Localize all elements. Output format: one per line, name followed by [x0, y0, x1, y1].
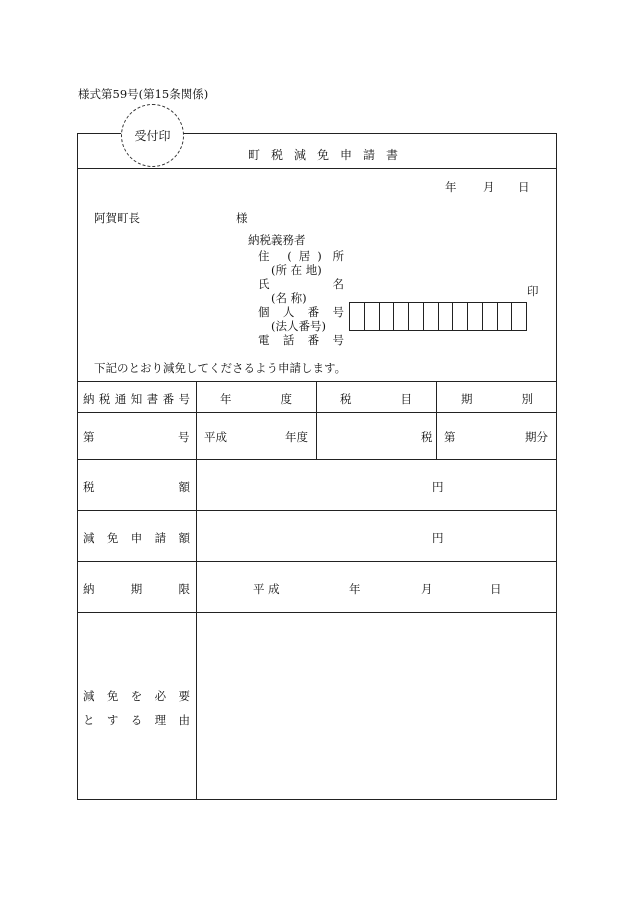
table-top-rule — [77, 381, 557, 382]
reason-label-line2: と す る 理 由 — [83, 713, 190, 727]
label-column-rule — [196, 381, 197, 800]
year-column-rule — [316, 381, 317, 459]
reduction-row-rule — [77, 561, 557, 562]
header-notice-number: 納 税 通 知 書 番 号 — [83, 392, 190, 406]
name-sublabel: (名 称) — [271, 291, 307, 305]
title-divider — [77, 168, 557, 169]
phone-label: 電 話 番 号 — [258, 333, 344, 347]
header-tax-item: 税 目 — [340, 392, 412, 406]
notice-number-suffix: 号 — [178, 430, 190, 444]
addressee-name: 阿賀町長 — [94, 211, 140, 225]
period-suffix: 期分 — [525, 430, 548, 444]
mynumber-digit-cell[interactable] — [453, 303, 468, 330]
reason-label-line1: 減 免 を 必 要 — [83, 689, 190, 703]
mynumber-label: 個 人 番 号 — [258, 305, 344, 319]
form-title: 町税減免申請書 — [248, 148, 410, 162]
name-label: 氏 名 — [258, 277, 344, 291]
row1-rule — [77, 459, 557, 460]
request-statement: 下記のとおり減免してくださるよう申請します。 — [94, 361, 347, 375]
address-sublabel: (所 在 地) — [271, 263, 322, 277]
mynumber-digit-cell[interactable] — [409, 303, 424, 330]
mynumber-digit-cell[interactable] — [512, 303, 526, 330]
mynumber-digit-cell[interactable] — [498, 303, 513, 330]
mynumber-sublabel: (法人番号) — [271, 319, 326, 333]
due-date-era: 平 成 — [253, 582, 280, 596]
header-period: 期 別 — [461, 392, 533, 406]
header-row-rule — [77, 412, 557, 413]
receipt-stamp — [121, 104, 184, 167]
date-day-label: 日 — [518, 180, 530, 194]
tax-amount-unit: 円 — [432, 480, 444, 494]
mynumber-digit-cell[interactable] — [380, 303, 395, 330]
due-date-month: 月 — [421, 582, 433, 596]
reduction-amount-label: 減 免 申 請 額 — [83, 531, 190, 545]
addressee-honorific: 様 — [236, 211, 248, 225]
address-label: 住 (居) 所 — [258, 249, 344, 263]
mynumber-digit-cell[interactable] — [394, 303, 409, 330]
due-date-day: 日 — [490, 582, 502, 596]
date-month-label: 月 — [483, 180, 495, 194]
reduction-amount-unit: 円 — [432, 531, 444, 545]
mynumber-digit-cell[interactable] — [365, 303, 380, 330]
mynumber-digit-cell[interactable] — [468, 303, 483, 330]
notice-number-prefix: 第 — [83, 430, 95, 444]
mynumber-digit-cell[interactable] — [424, 303, 439, 330]
mynumber-digit-cell[interactable] — [350, 303, 365, 330]
tax-column-rule — [436, 381, 437, 459]
seal-mark: 印 — [527, 284, 539, 298]
year-suffix: 年度 — [285, 430, 308, 444]
applicant-heading: 納税義務者 — [248, 233, 306, 247]
tax-item-suffix: 税 — [421, 430, 433, 444]
date-year-label: 年 — [445, 180, 457, 194]
mynumber-digit-boxes[interactable] — [349, 302, 527, 331]
header-year: 年 度 — [220, 392, 292, 406]
tax-amount-label: 税 額 — [83, 480, 190, 494]
stamp-label: 受付印 — [134, 129, 171, 143]
due-row-rule — [77, 612, 557, 613]
period-prefix: 第 — [444, 430, 456, 444]
form-id: 様式第59号(第15条関係) — [78, 87, 209, 101]
tax-row-rule — [77, 510, 557, 511]
mynumber-digit-cell[interactable] — [483, 303, 498, 330]
year-era: 平成 — [204, 430, 227, 444]
mynumber-digit-cell[interactable] — [439, 303, 454, 330]
due-date-label: 納 期 限 — [83, 582, 190, 596]
due-date-year: 年 — [349, 582, 361, 596]
